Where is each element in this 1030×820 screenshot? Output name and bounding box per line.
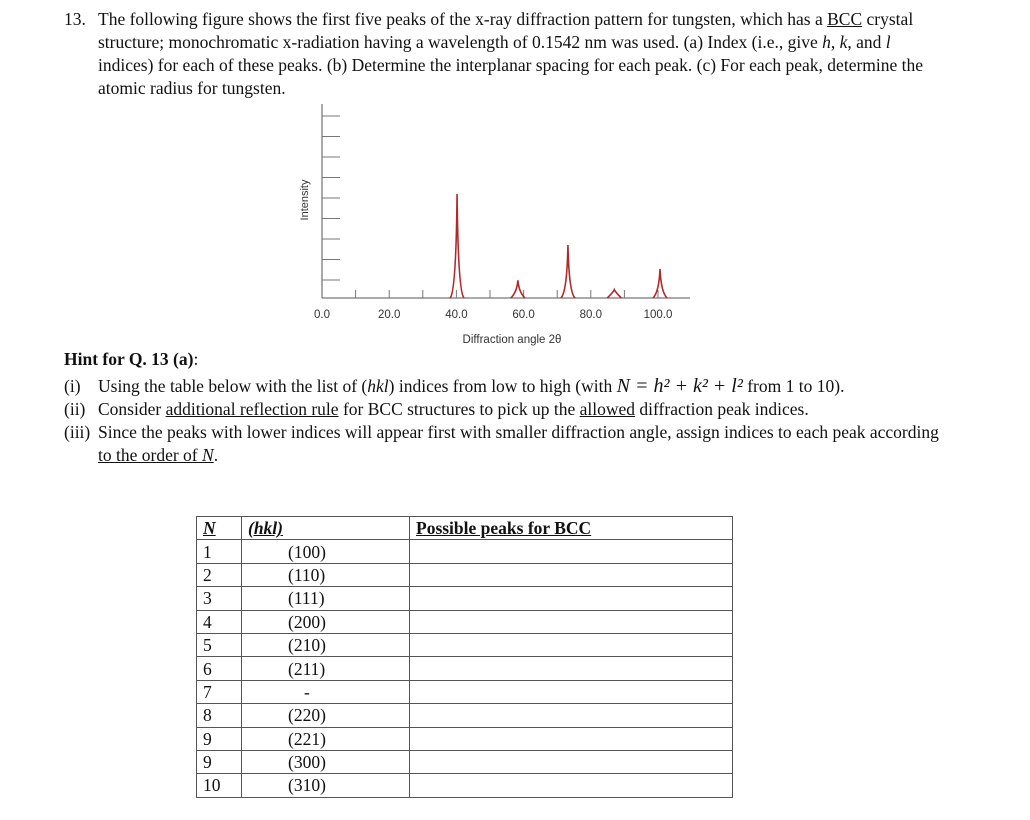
- question-text: [98, 8, 944, 100]
- cell-n: 8: [197, 704, 242, 727]
- cell-hkl: (100): [242, 540, 410, 563]
- index-k: k: [839, 32, 848, 52]
- hint-text-part: for BCC structures to pick up the: [338, 399, 580, 419]
- hint-item-ii: [64, 398, 944, 421]
- cell-hkl: (310): [242, 774, 410, 797]
- hint-item-iii: [64, 421, 944, 467]
- cell-possible: [410, 610, 733, 633]
- table-row: [197, 587, 733, 610]
- question-text-part: , and: [847, 32, 886, 52]
- cell-n: 5: [197, 633, 242, 656]
- cell-n: 6: [197, 657, 242, 680]
- index-l: l: [885, 32, 891, 52]
- bcc-underlined: BCC: [827, 9, 863, 29]
- n-equation: N = h² + k² + l²: [616, 375, 743, 397]
- hkl-italic: hkl: [367, 376, 389, 396]
- table-row: [197, 657, 733, 680]
- x-tick-label: 80.0: [579, 309, 602, 321]
- header-hkl-text: (hkl): [248, 518, 283, 539]
- cell-possible: [410, 704, 733, 727]
- cell-possible: [410, 587, 733, 610]
- cell-n: 1: [197, 540, 242, 563]
- table-header-row: [197, 517, 733, 540]
- cell-possible: [410, 563, 733, 586]
- cell-hkl: (111): [242, 587, 410, 610]
- hint-section: [64, 348, 944, 467]
- hint-text-part: Consider: [98, 399, 166, 419]
- cell-hkl: (221): [242, 727, 410, 750]
- diffraction-peak: [653, 269, 667, 298]
- cell-hkl: -: [242, 680, 410, 703]
- cell-possible: [410, 774, 733, 797]
- order-of-n-underlined: [98, 445, 214, 465]
- table-row: [197, 540, 733, 563]
- question-text-part: crystal structure; monochromatic x-radiation having a wavelength of 0.1542 nm was used. (a) Index (i.e., give: [98, 9, 914, 52]
- hint-marker: (ii): [64, 399, 86, 419]
- chart-peaks: [450, 194, 667, 298]
- table-row: [197, 610, 733, 633]
- hint-text-part: Since the peaks with lower indices will appear first with smaller diffraction angle, assign indices to each peak according: [98, 422, 939, 442]
- header-possible: [410, 517, 733, 540]
- cell-n: 2: [197, 563, 242, 586]
- table-row: [197, 774, 733, 797]
- table-row: [197, 633, 733, 656]
- hint-marker: (iii): [64, 422, 91, 442]
- hint-text-part: to the order of: [98, 445, 202, 465]
- allowed-underlined: allowed: [579, 399, 636, 419]
- diffraction-peak: [511, 280, 525, 298]
- hkl-table: [196, 516, 733, 798]
- cell-n: 4: [197, 610, 242, 633]
- table-row: [197, 680, 733, 703]
- chart-labels: [299, 179, 672, 346]
- hint-text-part: diffraction peak indices.: [635, 399, 809, 419]
- header-n-text: N: [203, 518, 216, 539]
- cell-hkl: (211): [242, 657, 410, 680]
- cell-possible: [410, 540, 733, 563]
- question-text-part: ,: [830, 32, 840, 52]
- table-row: [197, 704, 733, 727]
- hint-text-part: ) indices from low to high (with: [388, 376, 617, 396]
- hint-item-i: [64, 375, 944, 398]
- y-axis-label: Intensity: [299, 179, 311, 221]
- hint-title-colon: :: [193, 349, 199, 369]
- cell-hkl: (300): [242, 750, 410, 773]
- cell-n: 9: [197, 727, 242, 750]
- cell-possible: [410, 680, 733, 703]
- header-hkl: [242, 517, 410, 540]
- x-tick-label: 40.0: [445, 309, 468, 321]
- n-italic: N: [202, 445, 214, 465]
- table-row: [197, 727, 733, 750]
- cell-hkl: (200): [242, 610, 410, 633]
- x-tick-label: 100.0: [643, 309, 673, 321]
- hint-text-part: from 1 to 10).: [742, 376, 845, 396]
- cell-n: 3: [197, 587, 242, 610]
- cell-hkl: (220): [242, 704, 410, 727]
- cell-possible: [410, 657, 733, 680]
- cell-n: 9: [197, 750, 242, 773]
- diffraction-peak: [561, 245, 575, 298]
- question-text-part: The following figure shows the first five peaks of the x-ray diffraction pattern for tungsten, which has a: [98, 9, 828, 29]
- diffraction-peak: [607, 290, 621, 298]
- x-tick-label: 60.0: [512, 309, 535, 321]
- reflection-rule-underlined: additional reflection rule: [165, 399, 339, 419]
- chart-axes: [322, 104, 690, 298]
- index-h: h: [822, 32, 831, 52]
- cell-possible: [410, 633, 733, 656]
- hint-marker: (i): [64, 376, 81, 396]
- hint-text: [98, 398, 944, 421]
- cell-hkl: (110): [242, 563, 410, 586]
- table-row: [197, 750, 733, 773]
- question-13: [64, 8, 944, 100]
- hint-text-part: Using the table below with the list of (: [98, 376, 368, 396]
- hint-text-part: .: [213, 445, 219, 465]
- cell-hkl: (210): [242, 633, 410, 656]
- header-possible-text: Possible peaks for BCC: [416, 518, 592, 539]
- question-number: 13.: [64, 9, 86, 29]
- cell-possible: [410, 750, 733, 773]
- cell-n: 7: [197, 680, 242, 703]
- question-text-part: indices) for each of these peaks. (b) Determine the interplanar spacing for each peak. (c) For each peak, determine the atomic radius for tungsten.: [98, 55, 924, 98]
- hint-text: [98, 375, 944, 398]
- hint-title: [64, 348, 944, 371]
- header-n: [197, 517, 242, 540]
- cell-possible: [410, 727, 733, 750]
- cell-n: 10: [197, 774, 242, 797]
- x-tick-label: 0.0: [314, 309, 330, 321]
- xrd-pattern-chart: [290, 100, 710, 350]
- table-body: [197, 540, 733, 797]
- diffraction-peak: [450, 194, 464, 298]
- x-tick-label: 20.0: [378, 309, 401, 321]
- hint-text: [98, 421, 944, 467]
- x-axis-label: Diffraction angle 2θ: [462, 334, 562, 346]
- table-row: [197, 563, 733, 586]
- hint-title-text: Hint for Q. 13 (a): [64, 349, 194, 369]
